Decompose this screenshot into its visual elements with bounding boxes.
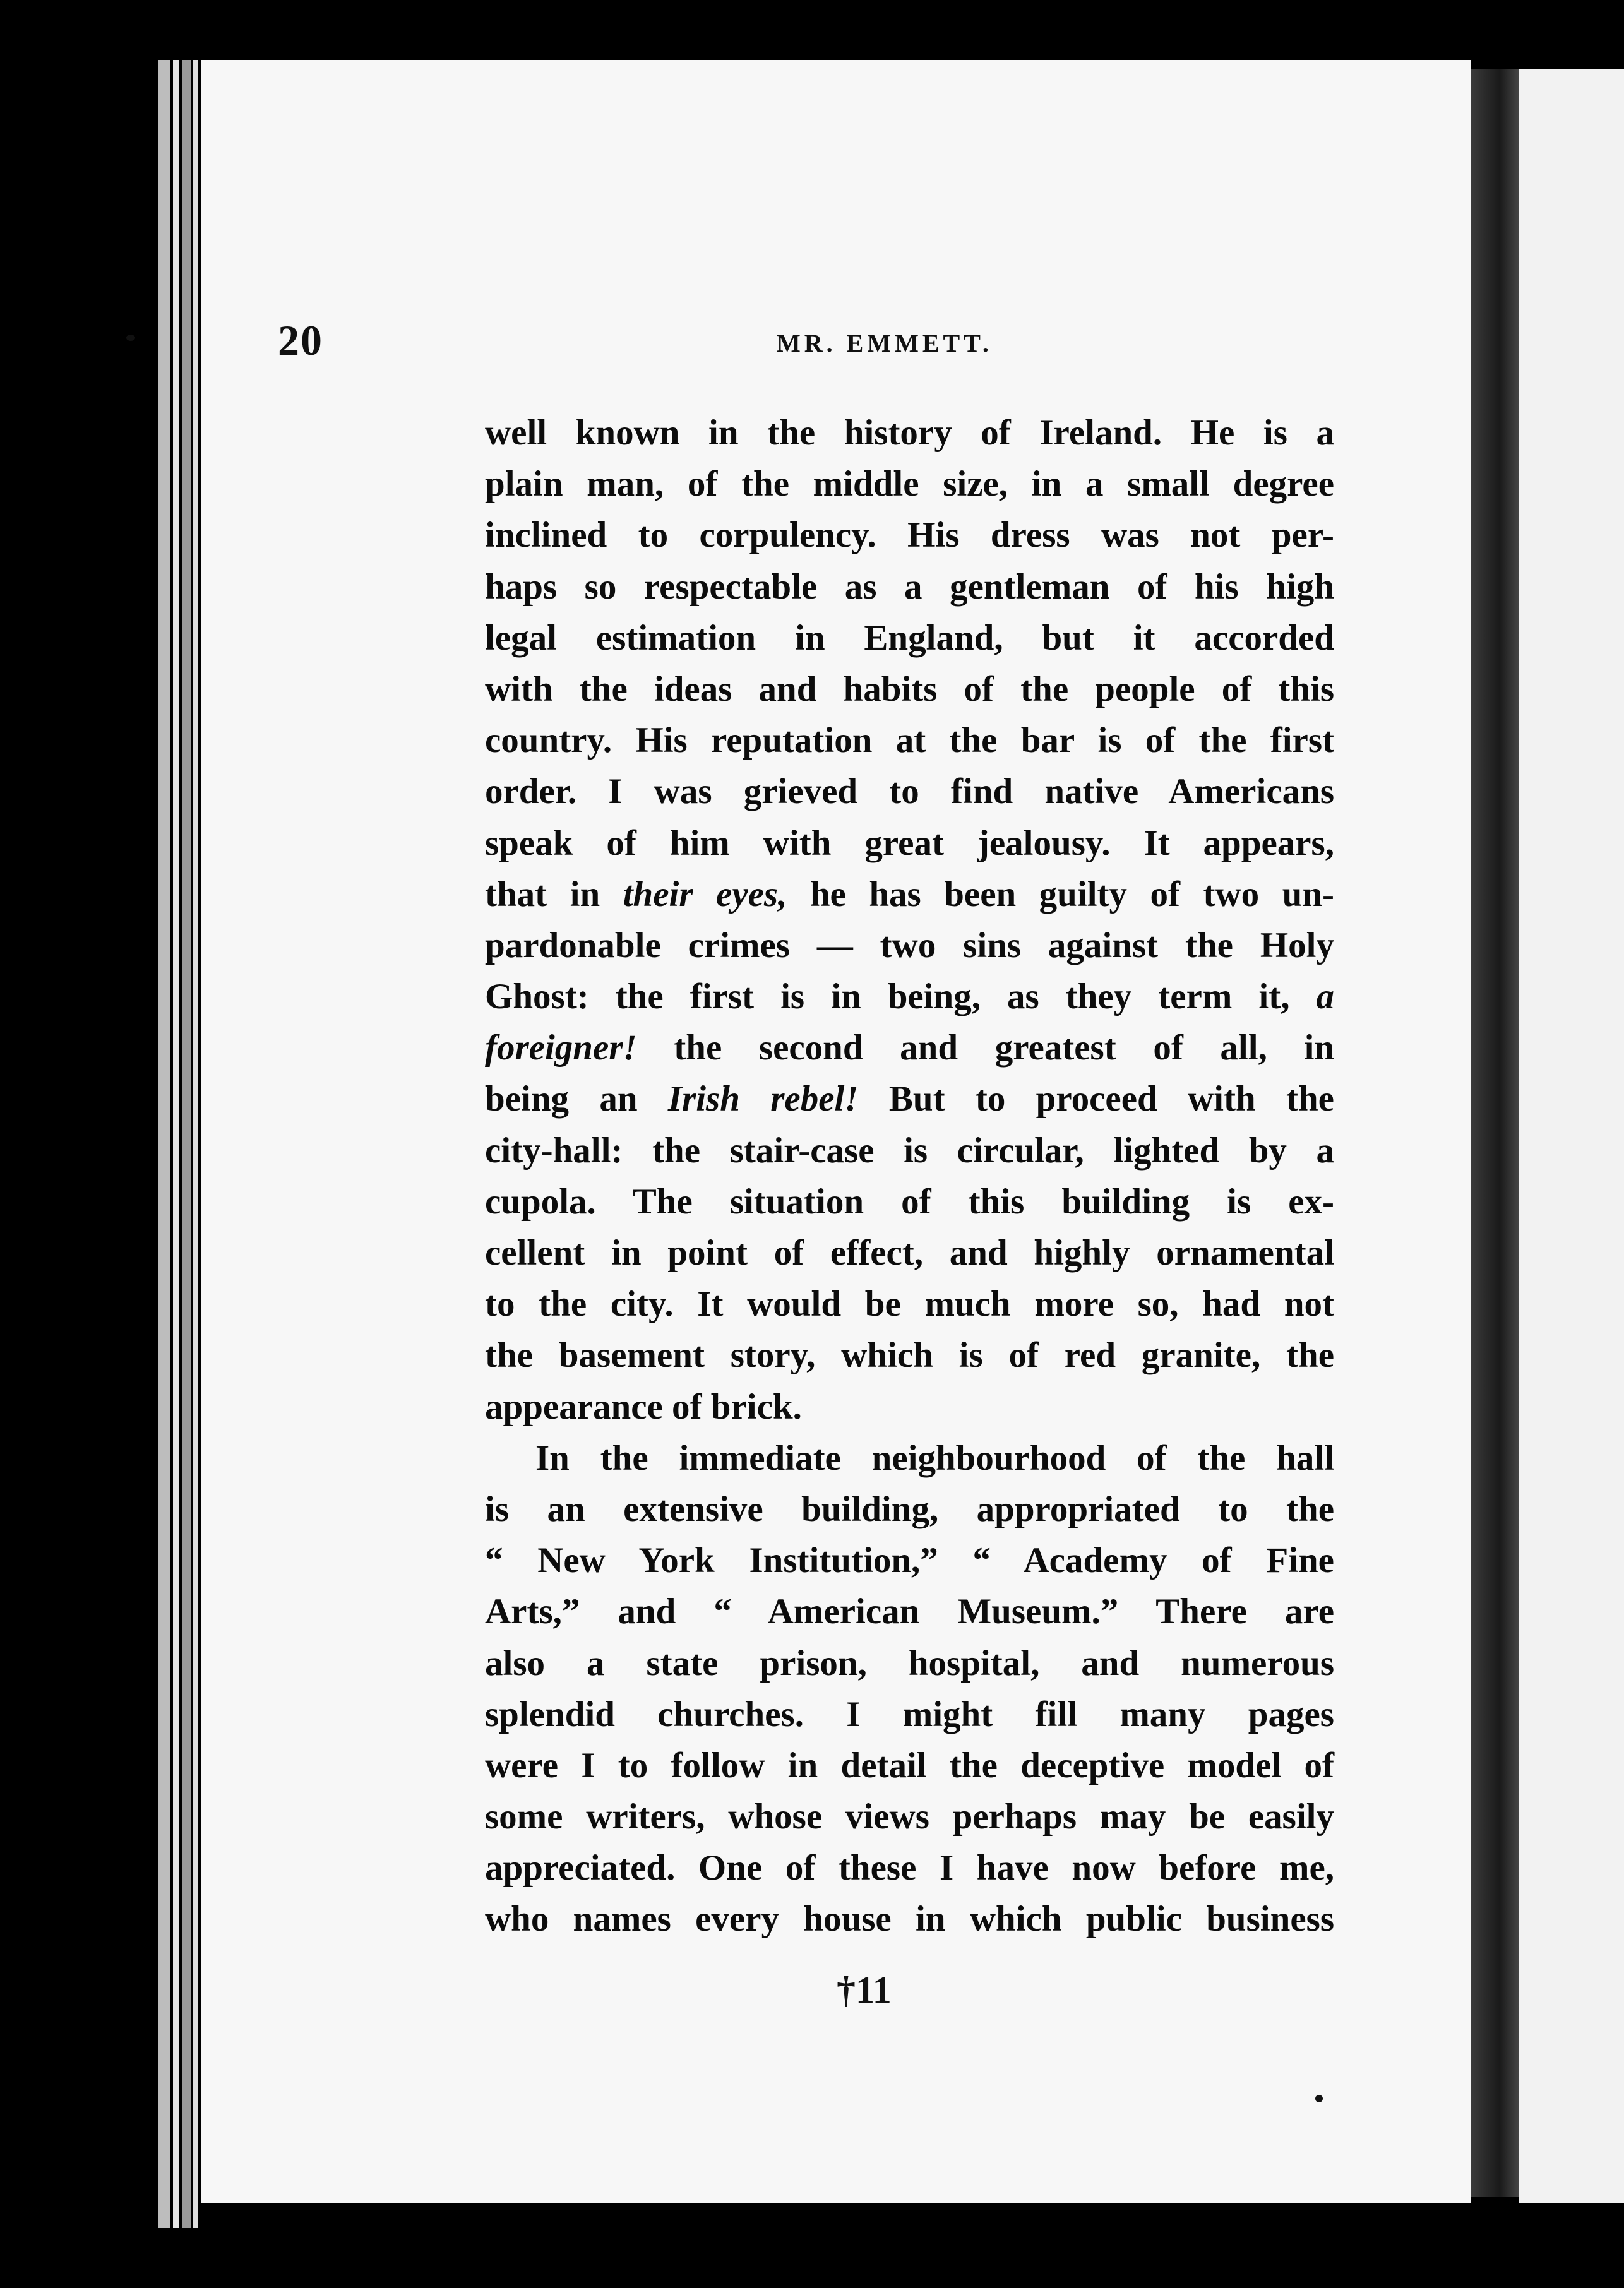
text-run: that in — [485, 874, 623, 914]
text-run: the second and greatest of all, in — [636, 1028, 1334, 1068]
text-line — [485, 1484, 1334, 1535]
text-line — [485, 509, 1334, 561]
text-run: also a state prison, hospital, and numerous — [485, 1643, 1334, 1683]
text-run: Ghost: the first is in being, as they term it, — [485, 977, 1317, 1017]
text-line — [485, 1535, 1334, 1586]
text-run: splendid churches. I might fill many pages — [485, 1694, 1334, 1734]
text-line — [485, 818, 1334, 869]
page-number: 20 — [278, 316, 323, 364]
text-line — [485, 1073, 1334, 1124]
ink-speck — [1315, 2095, 1323, 2102]
text-run: country. His reputation at the bar is of the first — [485, 720, 1334, 761]
text-run: But to proceed with the — [858, 1079, 1334, 1119]
text-run: who names every house in which public business — [485, 1899, 1334, 1939]
page-edge — [173, 60, 179, 2228]
running-title: MR. EMMETT. — [777, 329, 993, 357]
text-line — [485, 561, 1334, 612]
text-run: cupola. The situation of this building is ex- — [485, 1181, 1334, 1222]
text-run: the basement story, which is of red granite, the — [485, 1335, 1334, 1376]
text-line — [485, 1638, 1334, 1689]
page-edge — [158, 60, 170, 2228]
text-run: inclined to corpulency. His dress was not per- — [485, 515, 1334, 556]
text-run: “ New York Institution,” “ Academy of Fine — [485, 1540, 1334, 1581]
body-text — [485, 407, 1334, 1945]
italic-text: a — [1316, 977, 1334, 1017]
text-line — [485, 612, 1334, 664]
text-line — [485, 1381, 1334, 1433]
text-line — [485, 1278, 1334, 1330]
text-line — [485, 920, 1334, 971]
text-run: speak of him with great jealousy. It appears, — [485, 823, 1334, 863]
text-line — [485, 1740, 1334, 1791]
text-line — [485, 664, 1334, 715]
text-line — [485, 1689, 1334, 1740]
italic-text: their eyes, — [623, 874, 787, 914]
text-run: were I to follow in detail the deceptive model of — [485, 1745, 1334, 1785]
text-run: to the city. It would be much more so, had not — [485, 1284, 1334, 1325]
text-line — [485, 1842, 1334, 1893]
text-line — [485, 1176, 1334, 1227]
running-head — [278, 316, 1036, 372]
text-line — [485, 766, 1334, 817]
text-run: Arts,” and “ American Museum.” There are — [485, 1592, 1334, 1632]
text-run: legal estimation in England, but it accorded — [485, 617, 1334, 658]
text-run: appearance of brick. — [485, 1386, 802, 1427]
text-run: pardonable crimes — two sins against the Holy — [485, 925, 1334, 965]
italic-text: foreigner! — [485, 1028, 637, 1068]
page-edge — [182, 60, 191, 2228]
text-run: well known in the history of Ireland. He is a — [485, 413, 1334, 453]
text-run: he has been guilty of two un- — [787, 874, 1335, 914]
text-run: appreciated. One of these I have now before me, — [485, 1848, 1334, 1888]
text-run: In the immediate neighbourhood of the hall — [535, 1438, 1334, 1478]
text-line — [485, 869, 1334, 920]
text-run: being an — [485, 1079, 668, 1119]
text-line — [485, 1227, 1334, 1278]
binding-gutter — [1471, 69, 1519, 2197]
text-line — [485, 1330, 1334, 1381]
text-run: with the ideas and habits of the people of this — [485, 669, 1334, 709]
text-line — [485, 458, 1334, 509]
text-run: order. I was grieved to find native Americans — [485, 772, 1334, 812]
signature-mark: †11 — [837, 1969, 892, 2011]
text-line — [485, 1893, 1334, 1945]
text-run: cellent in point of effect, and highly ornamental — [485, 1233, 1334, 1273]
text-run: some writers, whose views perhaps may be easily — [485, 1797, 1334, 1837]
text-line — [485, 715, 1334, 766]
page-edge — [193, 60, 198, 2228]
text-line — [485, 1022, 1334, 1073]
text-run: plain man, of the middle size, in a small degree — [485, 464, 1334, 504]
text-run: is an extensive building, appropriated to the — [485, 1489, 1334, 1529]
text-line — [485, 1791, 1334, 1842]
text-line — [485, 1433, 1334, 1484]
ink-speck — [126, 335, 135, 341]
text-line — [485, 1125, 1334, 1176]
adjacent-page — [1519, 69, 1624, 2203]
italic-text: Irish rebel! — [667, 1079, 859, 1119]
text-line — [485, 407, 1334, 458]
text-run: haps so respectable as a gentleman of his high — [485, 566, 1334, 607]
text-line — [485, 1586, 1334, 1637]
text-run: city-hall: the stair-case is circular, lighted by a — [485, 1130, 1334, 1171]
text-line — [485, 971, 1334, 1022]
